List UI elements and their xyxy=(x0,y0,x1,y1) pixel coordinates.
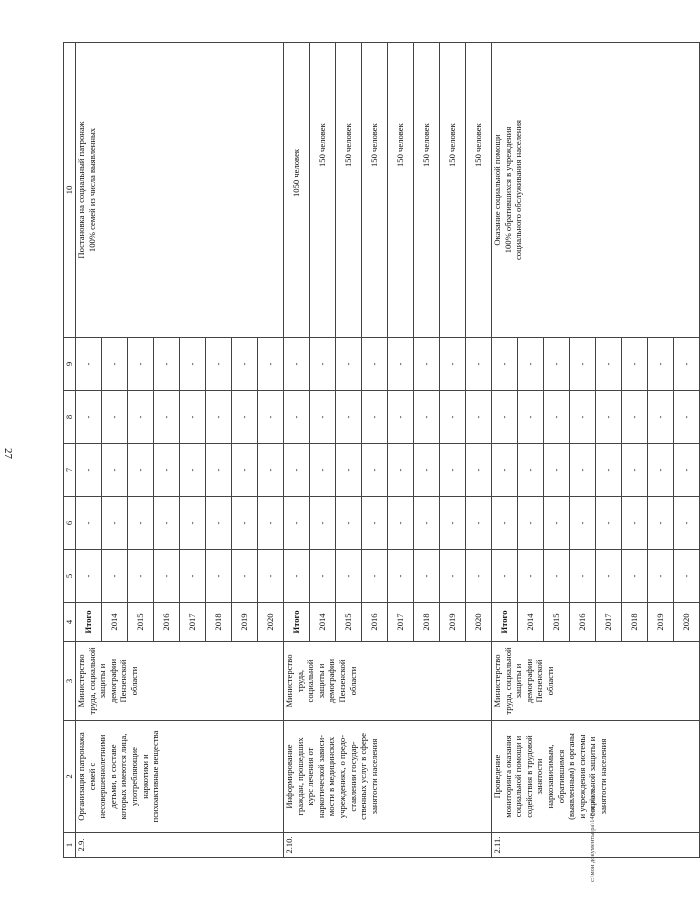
year-cell: 2019 xyxy=(232,603,258,642)
value-cell-c5: - xyxy=(388,550,414,603)
value-cell-c6: - xyxy=(492,497,518,550)
value-cell-c9: - xyxy=(648,338,674,391)
text-line: Министерство xyxy=(76,654,86,708)
item-number: 2.10. xyxy=(284,833,492,858)
value-cell-c5: - xyxy=(180,550,206,603)
value-cell-c6: - xyxy=(336,497,362,550)
value-cell-c9: - xyxy=(518,338,544,391)
value-cell-c8: - xyxy=(596,391,622,444)
value-cell-c9: - xyxy=(310,338,336,391)
text-line: 100% семей из числа выявленных xyxy=(86,127,97,253)
value-cell-c7: - xyxy=(232,444,258,497)
text-line: ственных услуг в сфере xyxy=(358,733,369,820)
value-cell-c8: - xyxy=(102,391,128,444)
value-cell-c5: - xyxy=(154,550,180,603)
text-line: семей с xyxy=(86,762,97,791)
text-line: наркотики и xyxy=(139,754,150,799)
value-cell-c8: - xyxy=(128,391,154,444)
value-cell-c7: - xyxy=(570,444,596,497)
column-number-6: 6 xyxy=(64,497,76,550)
year-cell: 2017 xyxy=(388,603,414,642)
value-cell-c9: - xyxy=(414,338,440,391)
text-line: занятости населения xyxy=(597,738,608,815)
text-line: Пензенской xyxy=(534,659,545,703)
value-cell-c8: - xyxy=(180,391,206,444)
text-line: защиты и xyxy=(315,663,326,699)
value-cell-c5: - xyxy=(648,550,674,603)
value-cell-c9: - xyxy=(232,338,258,391)
value-cell-c7: - xyxy=(180,444,206,497)
value-cell-c7: - xyxy=(622,444,648,497)
column-number-9: 9 xyxy=(64,338,76,391)
year-cell: 2016 xyxy=(570,603,596,642)
value-cell-c7: - xyxy=(648,444,674,497)
value-cell-c6: - xyxy=(570,497,596,550)
year-cell: 2017 xyxy=(596,603,622,642)
value-cell-c5: - xyxy=(622,550,648,603)
year-cell: 2019 xyxy=(440,603,466,642)
value-cell-c5: - xyxy=(310,550,336,603)
result-value: 150 человек xyxy=(388,43,414,338)
value-cell-c5: - xyxy=(232,550,258,603)
value-cell-c5: - xyxy=(206,550,232,603)
measures-table xyxy=(63,42,700,858)
text-line: наркозависимым, xyxy=(544,744,555,809)
text-line: содействия в трудовой xyxy=(523,735,534,818)
text-line: труда, социальной xyxy=(86,647,97,715)
text-line: Пензенской xyxy=(118,659,129,703)
year-cell: 2020 xyxy=(466,603,492,642)
text-line: труда, социальной xyxy=(502,647,513,715)
text-line: мости в медицинских xyxy=(326,736,337,817)
event-description xyxy=(284,721,492,833)
event-description xyxy=(76,721,284,833)
text-line: социальной xyxy=(305,659,316,703)
value-cell-c8: - xyxy=(336,391,362,444)
text-line: социальной защиты и xyxy=(587,736,598,817)
value-cell-c7: - xyxy=(76,444,102,497)
text-line: курс лечения от xyxy=(305,747,316,806)
value-cell-c5: - xyxy=(102,550,128,603)
year-cell: Итого xyxy=(284,603,310,642)
value-cell-c7: - xyxy=(544,444,570,497)
value-cell-c9: - xyxy=(258,338,284,391)
value-cell-c5: - xyxy=(492,550,518,603)
value-cell-c5: - xyxy=(544,550,570,603)
value-cell-c6: - xyxy=(128,497,154,550)
text-line: психоактивные вещества xyxy=(150,730,161,823)
text-line: демографии xyxy=(326,658,337,704)
text-line: и учреждения системы xyxy=(576,734,587,819)
value-cell-c8: - xyxy=(648,391,674,444)
value-cell-c6: - xyxy=(518,497,544,550)
item-number: 2.9. xyxy=(76,833,284,858)
value-cell-c7: - xyxy=(206,444,232,497)
value-cell-c8: - xyxy=(232,391,258,444)
value-cell-c8: - xyxy=(414,391,440,444)
value-cell-c5: - xyxy=(128,550,154,603)
file-path-footer: c:\мои документы\ра\148-пп.docx xyxy=(589,789,596,882)
value-cell-c9: - xyxy=(466,338,492,391)
year-cell: Итого xyxy=(492,603,518,642)
value-cell-c8: - xyxy=(466,391,492,444)
year-cell: 2018 xyxy=(206,603,232,642)
result-value: 150 человек xyxy=(466,43,492,338)
text-line: Проведение xyxy=(492,754,502,799)
value-cell-c6: - xyxy=(440,497,466,550)
text-line: Постановка на социальный патронаж xyxy=(76,121,86,259)
value-cell-c9: - xyxy=(492,338,518,391)
text-line: 100% обратившихся в учреждения xyxy=(502,126,513,254)
text-line: занятости населения xyxy=(368,738,379,815)
result-value: 150 человек xyxy=(336,43,362,338)
year-cell: 2014 xyxy=(518,603,544,642)
text-line: наркотической зависи- xyxy=(315,734,326,819)
executor xyxy=(76,642,284,721)
text-line: Пензенской xyxy=(336,659,347,703)
value-cell-c5: - xyxy=(258,550,284,603)
expected-result xyxy=(492,43,700,338)
header-row xyxy=(64,43,76,858)
text-line: ставлении государ- xyxy=(347,741,358,812)
text-line: труда, xyxy=(294,669,305,693)
value-cell-c8: - xyxy=(440,391,466,444)
value-cell-c6: - xyxy=(232,497,258,550)
table-row xyxy=(284,43,310,858)
year-cell: 2014 xyxy=(102,603,128,642)
text-line: демографии xyxy=(523,658,534,704)
column-number-10: 10 xyxy=(64,43,76,338)
text-line: Министерство xyxy=(284,654,294,708)
value-cell-c9: - xyxy=(154,338,180,391)
value-cell-c6: - xyxy=(596,497,622,550)
value-cell-c6: - xyxy=(284,497,310,550)
value-cell-c6: - xyxy=(154,497,180,550)
value-cell-c6: - xyxy=(362,497,388,550)
text-line: которых имеются лица, xyxy=(118,733,129,820)
year-cell: 2020 xyxy=(258,603,284,642)
table-row xyxy=(492,43,518,858)
value-cell-c7: - xyxy=(466,444,492,497)
year-cell: 2016 xyxy=(154,603,180,642)
item-number: 2.11. xyxy=(492,833,700,858)
table-body xyxy=(64,43,700,858)
text-line: социальной помощи и xyxy=(513,735,524,818)
value-cell-c5: - xyxy=(596,550,622,603)
value-cell-c7: - xyxy=(492,444,518,497)
value-cell-c6: - xyxy=(102,497,128,550)
value-cell-c8: - xyxy=(622,391,648,444)
year-cell: 2015 xyxy=(128,603,154,642)
text-line: области xyxy=(544,666,555,696)
text-line: мониторинга оказания xyxy=(502,735,513,818)
value-cell-c9: - xyxy=(440,338,466,391)
column-number-4: 4 xyxy=(64,603,76,642)
value-cell-c8: - xyxy=(154,391,180,444)
value-cell-c6: - xyxy=(180,497,206,550)
value-cell-c6: - xyxy=(76,497,102,550)
value-cell-c6: - xyxy=(674,497,700,550)
year-cell: 2017 xyxy=(180,603,206,642)
text-line: учреждениях, о предо- xyxy=(336,734,347,819)
result-value: 150 человек xyxy=(440,43,466,338)
value-cell-c9: - xyxy=(128,338,154,391)
text-line: Информирование xyxy=(284,744,294,809)
value-cell-c9: - xyxy=(206,338,232,391)
value-cell-c9: - xyxy=(388,338,414,391)
executor xyxy=(492,642,700,721)
value-cell-c9: - xyxy=(544,338,570,391)
value-cell-c5: - xyxy=(414,550,440,603)
value-cell-c5: - xyxy=(518,550,544,603)
value-cell-c9: - xyxy=(180,338,206,391)
value-cell-c9: - xyxy=(102,338,128,391)
text-line: употребляющие xyxy=(128,747,139,806)
value-cell-c9: - xyxy=(596,338,622,391)
value-cell-c9: - xyxy=(76,338,102,391)
value-cell-c6: - xyxy=(388,497,414,550)
text-line: несовершеннолетними xyxy=(97,734,108,819)
column-number-5: 5 xyxy=(64,550,76,603)
result-value: 1050 человек xyxy=(284,43,310,338)
value-cell-c6: - xyxy=(648,497,674,550)
value-cell-c9: - xyxy=(570,338,596,391)
value-cell-c5: - xyxy=(76,550,102,603)
value-cell-c8: - xyxy=(570,391,596,444)
text-line: граждан, прошедших xyxy=(294,737,305,816)
text-line: социального обслуживания населения xyxy=(513,120,524,261)
text-line: занятости xyxy=(534,758,545,795)
text-line: защиты и xyxy=(97,663,108,699)
year-cell: 2020 xyxy=(674,603,700,642)
column-number-1: 1 xyxy=(64,833,76,858)
value-cell-c7: - xyxy=(518,444,544,497)
value-cell-c7: - xyxy=(310,444,336,497)
result-value: 150 человек xyxy=(310,43,336,338)
value-cell-c6: - xyxy=(414,497,440,550)
text-line: Организация патронажа xyxy=(76,732,86,821)
text-line: Министерство xyxy=(492,654,502,708)
value-cell-c6: - xyxy=(310,497,336,550)
value-cell-c8: - xyxy=(362,391,388,444)
value-cell-c7: - xyxy=(284,444,310,497)
column-number-3: 3 xyxy=(64,642,76,721)
value-cell-c7: - xyxy=(154,444,180,497)
value-cell-c6: - xyxy=(206,497,232,550)
text-line: области xyxy=(347,666,358,696)
text-line: демографии xyxy=(107,658,118,704)
value-cell-c8: - xyxy=(284,391,310,444)
value-cell-c7: - xyxy=(674,444,700,497)
value-cell-c8: - xyxy=(518,391,544,444)
value-cell-c5: - xyxy=(570,550,596,603)
year-cell: 2018 xyxy=(622,603,648,642)
value-cell-c7: - xyxy=(414,444,440,497)
table-row xyxy=(76,43,102,858)
page-number: 27 xyxy=(2,448,14,459)
value-cell-c8: - xyxy=(674,391,700,444)
value-cell-c7: - xyxy=(102,444,128,497)
value-cell-c7: - xyxy=(440,444,466,497)
value-cell-c5: - xyxy=(674,550,700,603)
value-cell-c8: - xyxy=(492,391,518,444)
value-cell-c7: - xyxy=(388,444,414,497)
value-cell-c7: - xyxy=(596,444,622,497)
year-cell: Итого xyxy=(76,603,102,642)
value-cell-c7: - xyxy=(258,444,284,497)
value-cell-c5: - xyxy=(466,550,492,603)
text-line: защиты и xyxy=(513,663,524,699)
text-line: Оказание социальной помощи xyxy=(492,134,502,246)
year-cell: 2016 xyxy=(362,603,388,642)
result-value: 150 человек xyxy=(362,43,388,338)
year-cell: 2015 xyxy=(336,603,362,642)
value-cell-c8: - xyxy=(206,391,232,444)
value-cell-c9: - xyxy=(674,338,700,391)
value-cell-c8: - xyxy=(544,391,570,444)
value-cell-c8: - xyxy=(258,391,284,444)
expected-result xyxy=(76,43,284,338)
value-cell-c9: - xyxy=(284,338,310,391)
column-number-2: 2 xyxy=(64,721,76,833)
value-cell-c5: - xyxy=(440,550,466,603)
value-cell-c5: - xyxy=(284,550,310,603)
year-cell: 2018 xyxy=(414,603,440,642)
year-cell: 2014 xyxy=(310,603,336,642)
result-value: 150 человек xyxy=(414,43,440,338)
column-number-8: 8 xyxy=(64,391,76,444)
value-cell-c8: - xyxy=(310,391,336,444)
executor xyxy=(284,642,492,721)
text-line: детьми, в составе xyxy=(107,744,118,809)
value-cell-c5: - xyxy=(362,550,388,603)
text-line: (выявленным) в органы xyxy=(566,733,577,820)
year-cell: 2019 xyxy=(648,603,674,642)
value-cell-c5: - xyxy=(336,550,362,603)
value-cell-c7: - xyxy=(362,444,388,497)
value-cell-c9: - xyxy=(622,338,648,391)
value-cell-c7: - xyxy=(336,444,362,497)
value-cell-c9: - xyxy=(362,338,388,391)
value-cell-c8: - xyxy=(388,391,414,444)
text-line: области xyxy=(128,666,139,696)
value-cell-c6: - xyxy=(622,497,648,550)
value-cell-c9: - xyxy=(336,338,362,391)
column-number-7: 7 xyxy=(64,444,76,497)
value-cell-c6: - xyxy=(258,497,284,550)
value-cell-c7: - xyxy=(128,444,154,497)
text-line: обратившимся xyxy=(555,749,566,804)
year-cell: 2015 xyxy=(544,603,570,642)
value-cell-c8: - xyxy=(76,391,102,444)
value-cell-c6: - xyxy=(544,497,570,550)
value-cell-c6: - xyxy=(466,497,492,550)
